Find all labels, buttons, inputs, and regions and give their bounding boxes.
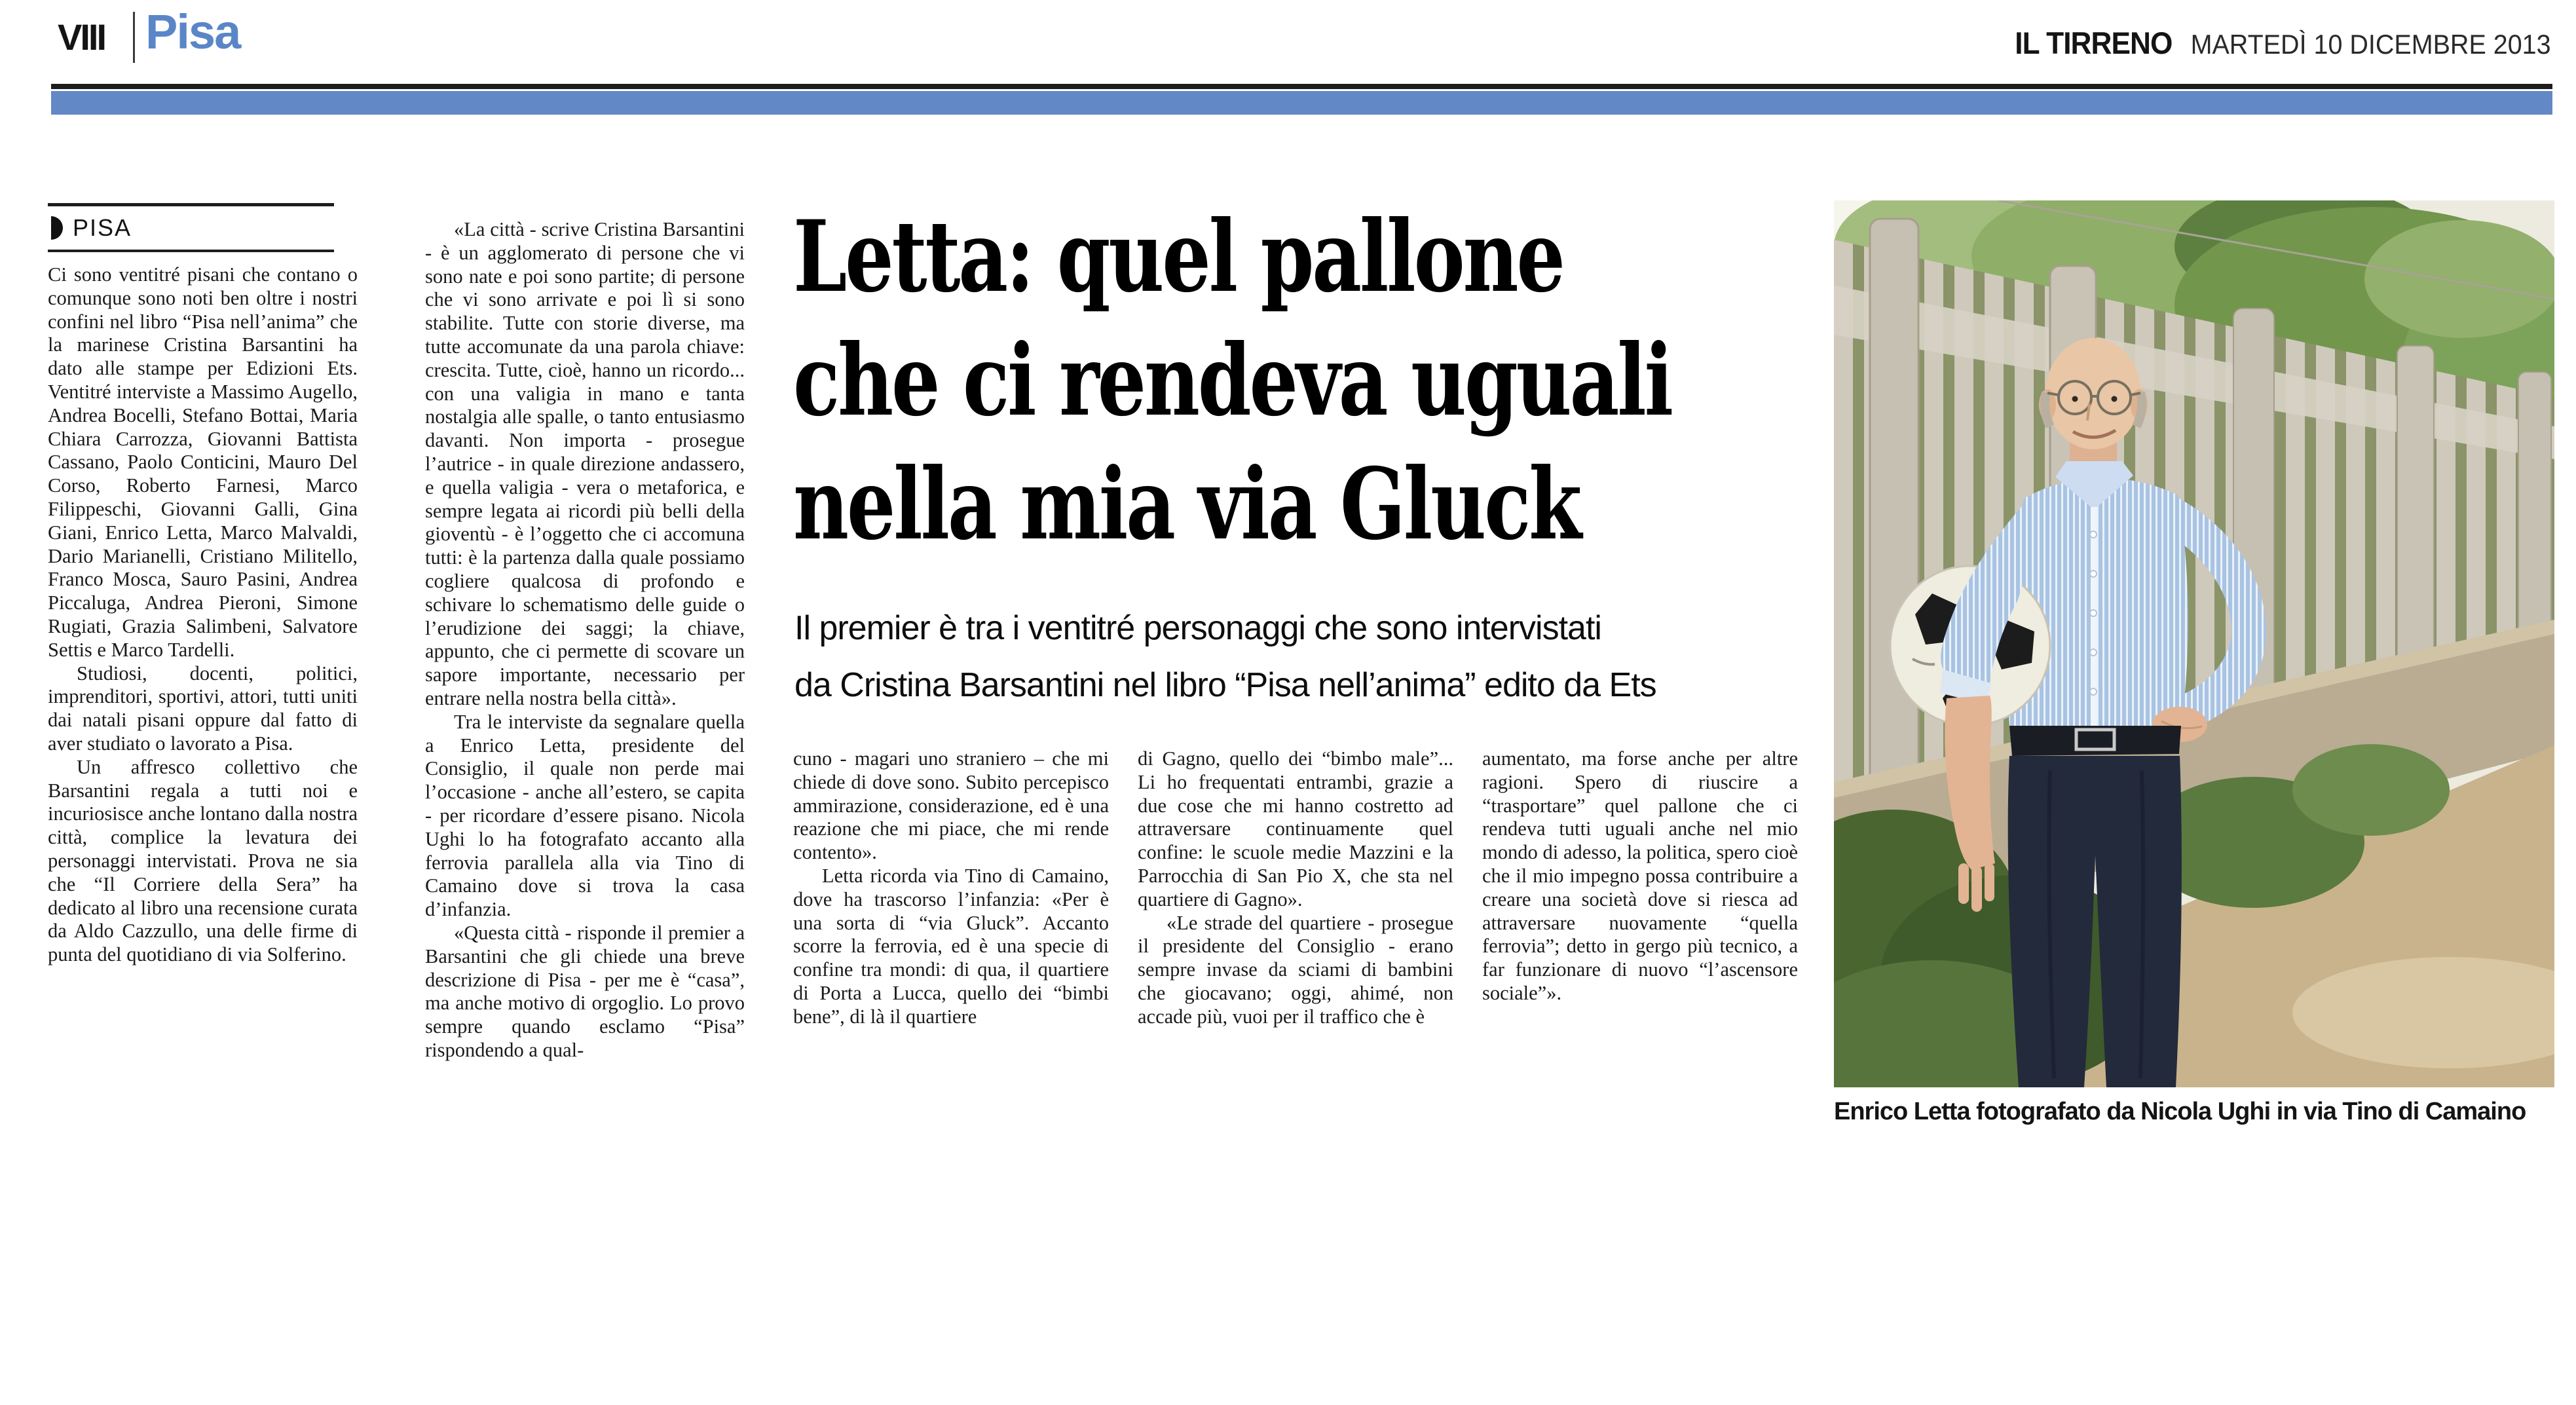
subheadline-line: da Cristina Barsantini nel libro “Pisa nell’anima” edito da Ets — [794, 666, 1656, 704]
header-divider — [133, 12, 135, 63]
hair — [2137, 392, 2142, 426]
headline-line: che ci rendeva uguali — [793, 323, 1671, 438]
accent-bar — [51, 91, 2552, 115]
letta-photo — [1834, 200, 2554, 1087]
article-bottom-columns — [793, 747, 1798, 1029]
article-paragraph: Tra le interviste da segnalare quella a Enrico Letta, presidente del Consiglio, il quale non perde mai l’occasione - anche all’estero, se capita - per ricordare d’essere pisano. Nicola Ughi lo ha fotografato accanto alla ferrovia parallela alla via Tino di Camaino dove si trova la casa d’infanzia. — [425, 710, 745, 921]
hair — [2045, 392, 2050, 426]
article-paragraph: Ci sono ventitré pisani che contano o comunque sono noti ben oltre i nostri confini nel libro “Pisa nell’anima” che la marinese Cristina Barsantini ha dato alle stampe per Edizioni Ets. Ventitré interviste a Massimo Augello, Andrea Bocelli, Stefano Bottai, Maria Chiara Carrozza, Giovanni Battista Cassano, Paolo Conticini, Mauro Del Corso, Roberto Farnesi, Marco Filippeschi, Giovanni Galli, Gina Giani, Enrico Letta, Marco Malvaldi, Dario Marianelli, Cristiano Militello, Franco Mosca, Sauro Pasini, Andrea Piccaluga, Andrea Pieroni, Simone Rugiati, Grazia Salimbeni, Salvatore Settis e Marco Tardelli. — [48, 263, 358, 661]
article-column-5 — [1482, 747, 1798, 1029]
eye — [2072, 396, 2078, 402]
article-column-3 — [793, 747, 1109, 1029]
top-rule — [51, 84, 2552, 89]
letta-photo-illustration — [1834, 200, 2554, 1087]
headline — [793, 195, 1805, 567]
eye — [2112, 396, 2118, 402]
section-logo: Pisa — [145, 5, 240, 59]
headline-line: nella mia via Gluck — [793, 447, 1580, 562]
masthead: IL TIRRENO — [2015, 26, 2173, 60]
page-number: VIII — [58, 16, 105, 58]
article-paragraph: cuno - magari uno straniero – che mi chiede di dove sono. Subito percepisco ammirazione, considerazione, ed è una reazione che mi piace, che mi rende contento». — [793, 747, 1109, 864]
article-column-2 — [425, 218, 745, 1062]
article-paragraph: «Le strade del quartiere - prosegue il presidente del Consiglio - erano sempre invase da sciami di bambini che giocavano; oggi, ahimé, non accade più, vuoi per il traffico che è — [1138, 911, 1453, 1028]
article-paragraph: Un affresco collettivo che Barsantini regala a tutti noi e incuriosisce anche lontano dalla nostra città, complice la levatura dei personaggi intervistati. Prova ne sia che “Il Corriere della Sera” ha dedicato al libro una recensione curata da Aldo Cazzullo, una delle firme di punta del quotidiano di via Solferino. — [48, 755, 358, 966]
issue-date: MARTEDÌ 10 DICEMBRE 2013 — [2191, 29, 2551, 60]
kicker-label: PISA — [73, 214, 132, 241]
headline-line: Letta: quel pallone — [793, 199, 1563, 314]
photo-caption: Enrico Letta fotografato da Nicola Ughi in via Tino di Camaino — [1834, 1098, 2526, 1125]
subheadline-line: Il premier è tra i ventitré personaggi che sono intervistati — [794, 609, 1601, 647]
kicker-rule — [48, 250, 334, 252]
article-column-1 — [48, 263, 358, 967]
half-circle-bullet-icon — [51, 216, 63, 240]
kicker — [48, 203, 334, 252]
article-paragraph: Letta ricorda via Tino di Camaino, dove ha trascorso l’infanzia: «Per è una sorta di “via Gluck”. Accanto scorre la ferrovia, ed è una specie di confine tra mondi: di qua, il quartiere di Porta a Lucca, quello dei “bimbi bene”, di là il quartiere — [793, 864, 1109, 1028]
article-paragraph: di Gagno, quello dei “bimbo male”... Li ho frequentati entrambi, grazie a due cose che mi hanno costretto ad attraversare continuamente quel confine: le scuole medie Mazzini e la Parrocchia di San Pio X, che sta nel quartiere di Gagno». — [1138, 747, 1453, 910]
subheadline — [794, 600, 1806, 714]
article-paragraph: «La città - scrive Cristina Barsantini - è un agglomerato di persone che vi sono nate e poi sono partite; di persone che vi sono arrivate e poi lì si sono stabilite. Tutte con storie diverse, ma tutte accomunate da una parola chiave: crescita. Tutte, cioè, hanno un ricordo... con una valigia in mano e tanta nostalgia alle spalle, o tanto entusiasmo davanti. Non importa - prosegue l’autrice - in quale direzione andassero, e quella valigia - vera o metaforica, e sempre legata ai ricordi più belli della gioventù - è l’oggetto che ci accomuna tutti: è la partenza dalla quale possiamo cogliere qualcosa di profondo e schivare lo schematismo delle guide o l’erudizione dei saggi; la chiave, appunto, che ci permette di scovare un sapore importante, necessario per entrare nella nostra bella città». — [425, 218, 745, 709]
article-paragraph: «Questa città - risponde il premier a Barsantini che gli chiede una breve descrizione di Pisa - per me è “casa”, ma anche motivo di orgoglio. Lo provo sempre quando esclamo “Pisa” rispondendo a qual- — [425, 921, 745, 1061]
article-paragraph: Studiosi, docenti, politici, imprenditori, sportivi, attori, tutti uniti dai natali pisani oppure dal fatto di aver studiato o lavorato a Pisa. — [48, 662, 358, 755]
article-paragraph: aumentato, ma forse anche per altre ragioni. Spero di riuscire a “trasportare” quel pallone che ci rendeva tutti uguali anche nel mio mondo di adesso, la politica, spero cioè che il mio impegno possa contribuire a creare una società dove si riesca ad attraversare nuovamente “quella ferrovia”; detto in gergo più tecnico, a far funzionare di nuovo “l’ascensore sociale”». — [1482, 747, 1798, 1004]
article-column-4 — [1138, 747, 1453, 1029]
header-right — [2015, 25, 2551, 61]
